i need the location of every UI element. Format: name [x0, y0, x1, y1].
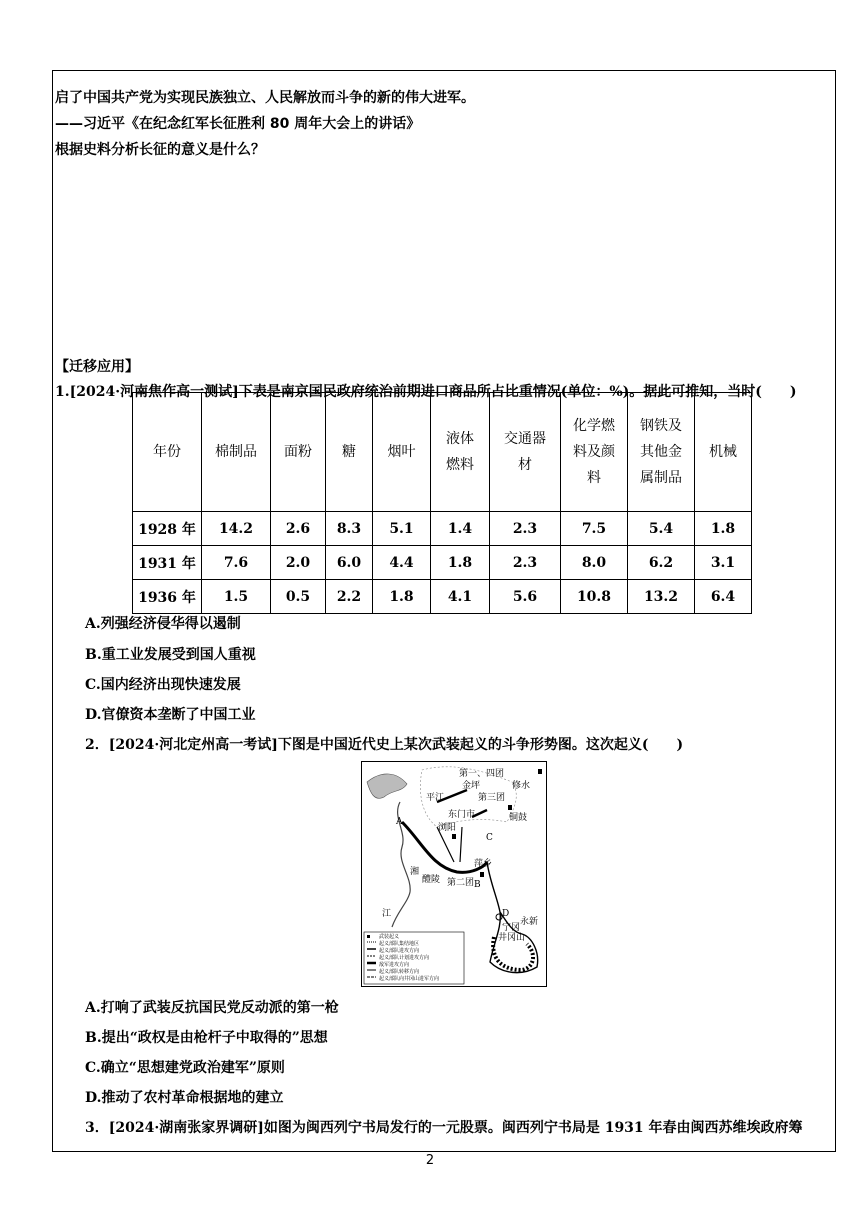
legend-entry: 起义部队集结地区 [379, 941, 420, 947]
lake-shape [367, 774, 407, 798]
map-label: 第一、四团 [459, 769, 505, 779]
uprising-marker [480, 872, 484, 877]
q1-option-b: B.重工业发展受到国人重视 [85, 647, 256, 663]
map-label: 修水 [512, 781, 531, 791]
map-label: 第二团 [447, 878, 475, 888]
section-title: 【迁移应用】 [55, 359, 139, 375]
table-header-cell: 液体 燃料 [431, 393, 490, 512]
value-cell: 6.2 [628, 546, 695, 580]
map-label: 永新 [520, 917, 539, 927]
value-cell: 6.4 [695, 580, 752, 614]
uprising-marker [508, 805, 512, 810]
page-number: 2 [425, 1153, 435, 1168]
map-label: 东门市 [448, 810, 476, 820]
table-header-cell: 机械 [695, 393, 752, 512]
value-cell: 6.0 [326, 546, 373, 580]
legend-entry: 敌军进攻方向 [379, 962, 410, 968]
map-label: 铜鼓 [509, 813, 528, 823]
q2-stem: 2．[2024·河北定州高一考试]下图是中国近代史上某次武装起义的斗争形势图。这次起义( ) [85, 737, 684, 753]
q2-option-a: A.打响了武装反抗国民党反动派的第一枪 [85, 1000, 339, 1016]
value-cell: 2.0 [271, 546, 326, 580]
uprising-map [361, 761, 547, 987]
map-label: C [486, 833, 493, 843]
q1-option-c: C.国内经济出现快速发展 [85, 677, 241, 693]
value-cell: 4.1 [431, 580, 490, 614]
map-label: 平江 [426, 793, 445, 803]
map-label: 井冈山 [498, 933, 526, 943]
q2-option-d: D.推动了农村革命根据地的建立 [85, 1090, 284, 1106]
legend-entry: 起义部队向井冈山进军方向 [379, 976, 440, 982]
value-cell: 2.3 [490, 512, 561, 546]
value-cell: 5.4 [628, 512, 695, 546]
table-header-cell: 烟叶 [373, 393, 431, 512]
analysis-question: 根据史料分析长征的意义是什么？ [55, 142, 265, 158]
table-header-cell: 年份 [133, 393, 202, 512]
value-cell: 14.2 [202, 512, 271, 546]
q1-option-a: A.列强经济侵华得以遏制 [85, 616, 241, 632]
value-cell: 2.3 [490, 546, 561, 580]
legend-entry: 起义部队转移方向 [379, 969, 420, 975]
import-table [132, 392, 752, 614]
value-cell: 8.3 [326, 512, 373, 546]
value-cell: 1.8 [431, 546, 490, 580]
legend-entry: 起义部队计划进攻方向 [379, 955, 430, 961]
map-label: D [502, 909, 510, 919]
map-label: B [474, 880, 481, 890]
year-cell: 1931 年 [133, 546, 202, 580]
source-text-line: 启了中国共产党为实现民族独立、人民解放而斗争的新的伟大进军。 [55, 90, 475, 106]
q1-stem: 1.[2024·河南焦作高一测试]下表是南京国民政府统治前期进口商品所占比重情况(单位：%)。据此可推知，当时( ) [55, 384, 797, 400]
legend-entry: 武装起义 [379, 934, 400, 940]
map-label: 浏阳 [438, 823, 457, 833]
year-cell: 1936 年 [133, 580, 202, 614]
value-cell: 1.8 [373, 580, 431, 614]
map-label: 湘 [410, 867, 420, 877]
table-header-cell: 钢铁及 其他金 属制品 [628, 393, 695, 512]
q1-option-d: D.官僚资本垄断了中国工业 [85, 707, 256, 723]
value-cell: 7.5 [561, 512, 628, 546]
map-label: 金坪 [462, 781, 481, 791]
value-cell: 0.5 [271, 580, 326, 614]
value-cell: 13.2 [628, 580, 695, 614]
value-cell: 3.1 [695, 546, 752, 580]
table-header-row [133, 393, 752, 512]
value-cell: 7.6 [202, 546, 271, 580]
map-label: 宁冈 [502, 923, 521, 933]
value-cell: 2.2 [326, 580, 373, 614]
q3-stem: 3．[2024·湖南张家界调研]如图为闽西列宁书局发行的一元股票。闽西列宁书局是 1931 年春由闽西苏维埃政府筹 [85, 1120, 803, 1136]
uprising-marker [538, 769, 542, 774]
map-legend [364, 932, 464, 984]
table-header-cell: 化学燃 料及颜 料 [561, 393, 628, 512]
table-header-cell: 交通器 材 [490, 393, 561, 512]
value-cell: 1.8 [695, 512, 752, 546]
table-row [133, 512, 752, 546]
table-header-cell: 棉制品 [202, 393, 271, 512]
legend-entry: 起义部队进攻方向 [379, 948, 420, 954]
q2-option-b: B.提出“政权是由枪杆子中取得的”思想 [85, 1030, 328, 1046]
value-cell: 1.5 [202, 580, 271, 614]
value-cell: 10.8 [561, 580, 628, 614]
table-header-cell: 面粉 [271, 393, 326, 512]
value-cell: 5.1 [373, 512, 431, 546]
value-cell: 5.6 [490, 580, 561, 614]
q2-option-c: C.确立“思想建党政治建军”原则 [85, 1060, 285, 1076]
value-cell: 2.6 [271, 512, 326, 546]
year-cell: 1928 年 [133, 512, 202, 546]
source-citation: ——习近平《在纪念红军长征胜利 80 周年大会上的讲话》 [55, 116, 421, 132]
table-header-cell: 糖 [326, 393, 373, 512]
map-label: 第三团 [478, 793, 506, 803]
map-label: 江 [382, 909, 392, 919]
map-label: 萍乡 [474, 859, 493, 869]
value-cell: 8.0 [561, 546, 628, 580]
value-cell: 1.4 [431, 512, 490, 546]
value-cell: 4.4 [373, 546, 431, 580]
table-row [133, 546, 752, 580]
table-row [133, 580, 752, 614]
map-label: 醴陵 [422, 875, 441, 885]
map-label: A [396, 817, 403, 827]
uprising-marker [452, 834, 456, 839]
